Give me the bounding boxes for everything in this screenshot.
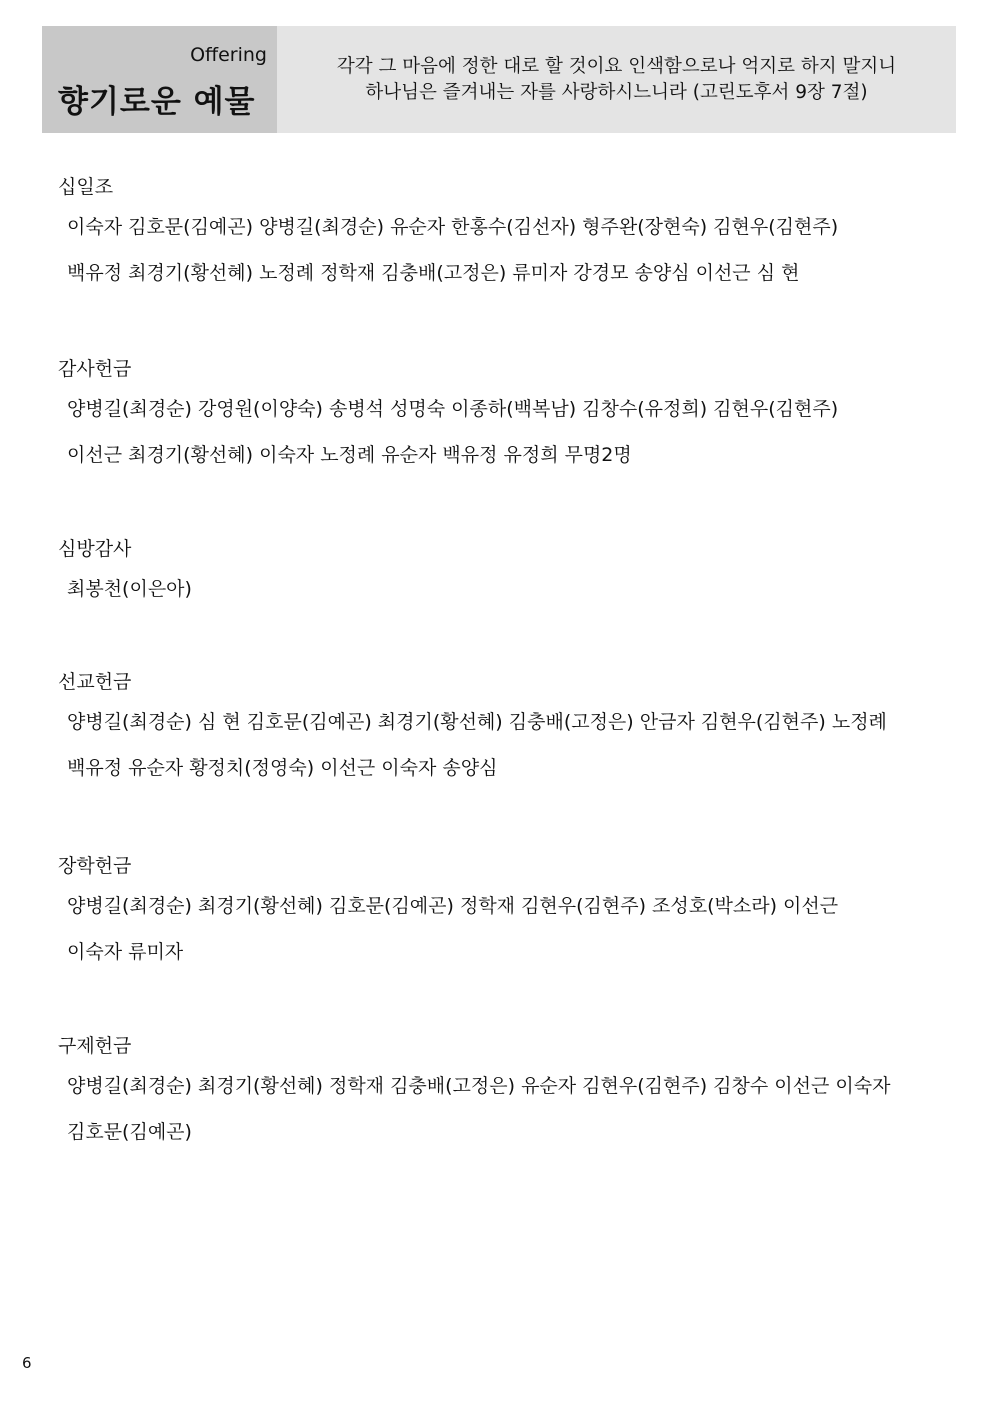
section-title: 십일조 <box>58 176 114 198</box>
donor-line: 이숙자 류미자 <box>67 941 184 963</box>
header-korean-title: 향기로운 예물 <box>58 84 256 120</box>
section-title: 장학헌금 <box>58 855 132 877</box>
section-relief-offering <box>58 1031 890 1155</box>
donor-line: 이숙자 김호문(김예곤) 양병길(최경순) 유순자 한홍수(김선자) 형주완(장현숙) 김현우(김현주) <box>67 216 839 238</box>
section-visitation-thanks <box>58 534 192 612</box>
donor-line: 백유정 유순자 황정치(정영숙) 이선근 이숙자 송양심 <box>67 757 498 779</box>
page-number: 6 <box>22 1354 32 1372</box>
section-title: 선교헌금 <box>58 671 132 693</box>
section-scholarship-offering <box>58 851 838 975</box>
verse-line-1: 각각 그 마음에 정한 대로 할 것이요 인색함으로나 억지로 하지 말지니 <box>336 55 897 77</box>
section-title: 심방감사 <box>58 538 132 560</box>
donor-line: 양병길(최경순) 강영원(이양숙) 송병석 성명숙 이종하(백복남) 김창수(유정희) 김현우(김현주) <box>67 398 839 420</box>
section-title: 구제헌금 <box>58 1035 132 1057</box>
donor-line: 김호문(김예곤) <box>67 1121 192 1143</box>
section-title: 감사헌금 <box>58 358 132 380</box>
donor-line: 최봉천(이은아) <box>67 578 192 600</box>
donor-line: 백유정 최경기(황선혜) 노정례 정학재 김충배(고정은) 류미자 강경모 송양심 이선근 심 현 <box>67 262 800 284</box>
verse-line-2: 하나님은 즐겨내는 자를 사랑하시느니라 (고린도후서 9장 7절) <box>365 81 868 103</box>
donor-line: 이선근 최경기(황선혜) 이숙자 노정례 유순자 백유정 유정희 무명2명 <box>67 444 632 466</box>
section-mission-offering <box>58 667 887 791</box>
offering-header <box>42 26 956 133</box>
section-thanks-offering <box>58 354 838 478</box>
header-verse <box>277 26 956 133</box>
header-english-label: Offering <box>190 44 267 66</box>
header-title-box <box>42 26 277 133</box>
donor-line: 양병길(최경순) 심 현 김호문(김예곤) 최경기(황선혜) 김충배(고정은) 안금자 김현우(김현주) 노정례 <box>67 711 887 733</box>
donor-line: 양병길(최경순) 최경기(황선혜) 김호문(김예곤) 정학재 김현우(김현주) 조성호(박소라) 이선근 <box>67 895 839 917</box>
section-tithe <box>58 172 838 296</box>
donor-line: 양병길(최경순) 최경기(황선혜) 정학재 김충배(고정은) 유순자 김현우(김현주) 김창수 이선근 이숙자 <box>67 1075 891 1097</box>
